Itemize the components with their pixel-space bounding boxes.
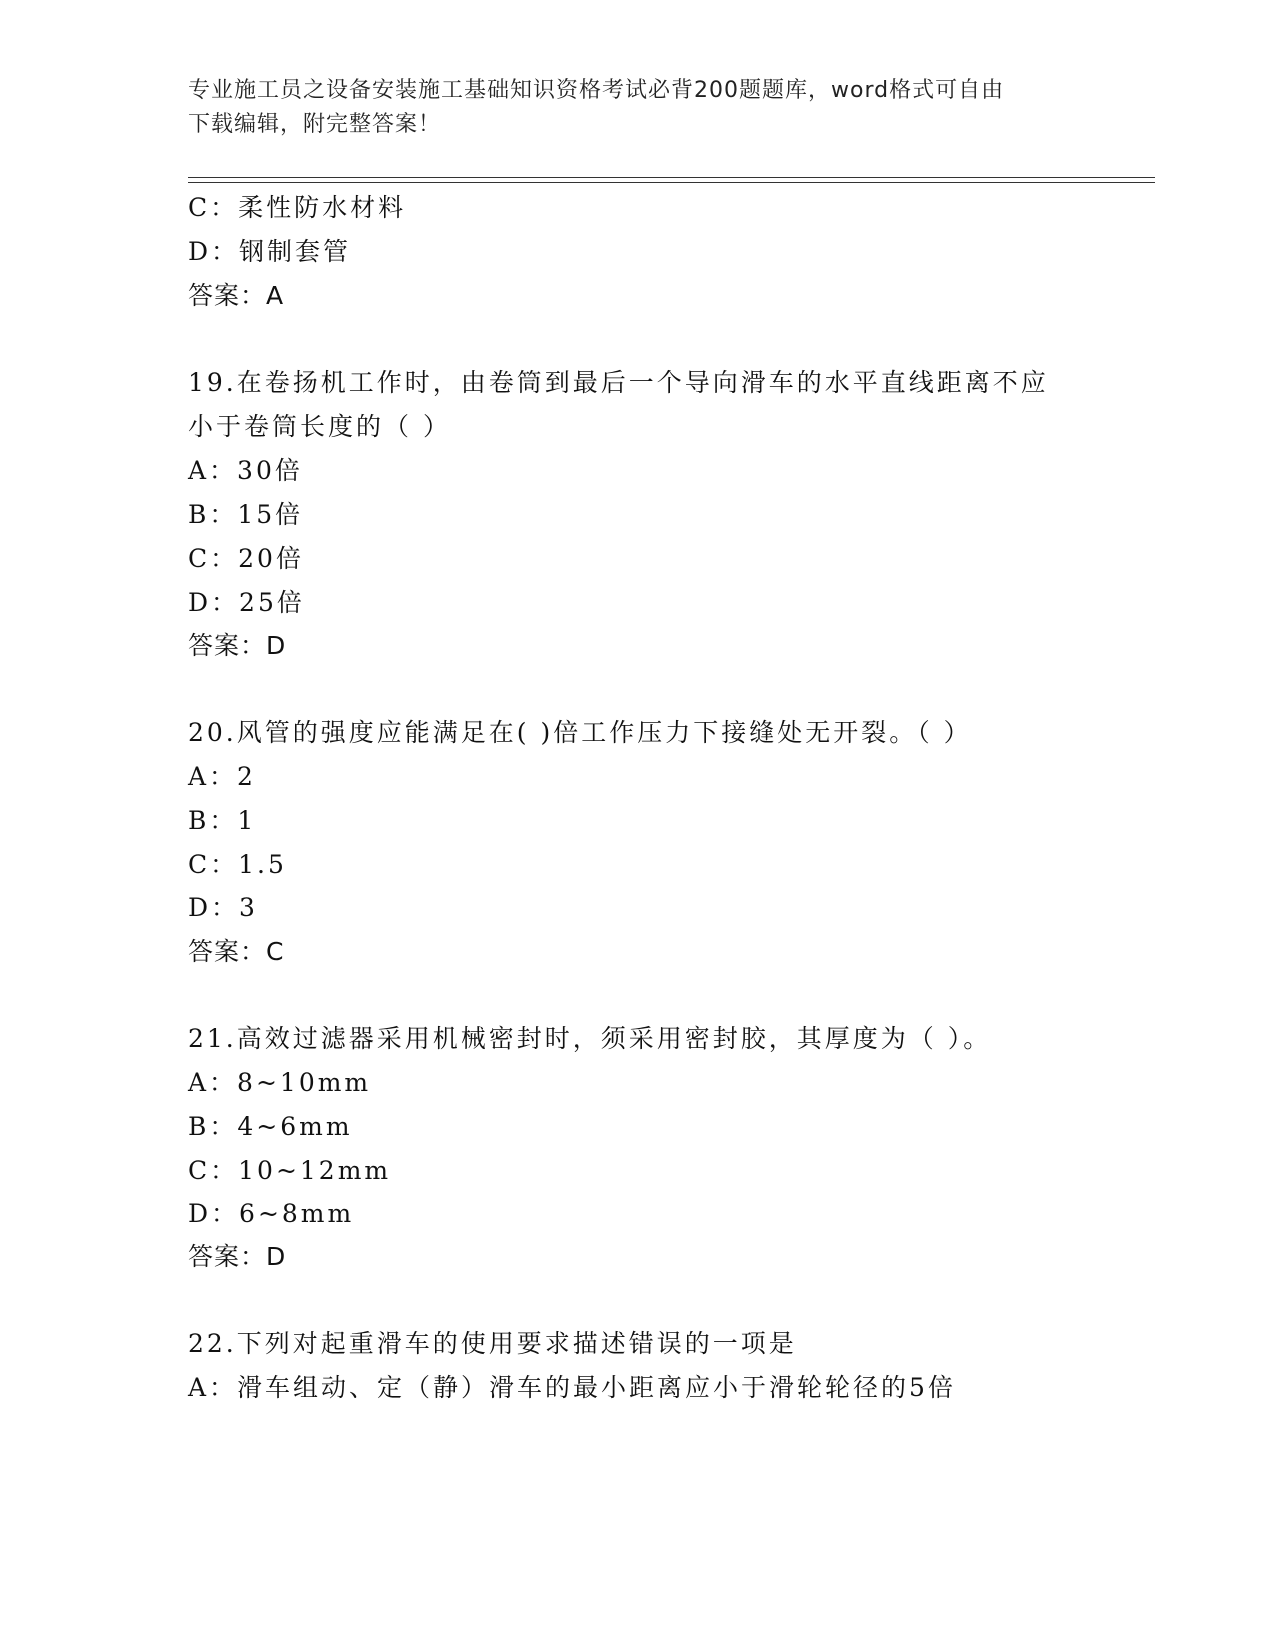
question-20-option-d: D：3 bbox=[188, 893, 258, 922]
question-19-option-c: C：20倍 bbox=[188, 544, 304, 573]
question-20-answer: 答案：C bbox=[188, 937, 285, 966]
question-21-option-a: A：8~10mm bbox=[188, 1068, 372, 1097]
header-rule-bottom bbox=[188, 182, 1155, 183]
question-21-option-c: C：10~12mm bbox=[188, 1156, 392, 1185]
question-20-option-c: C：1.5 bbox=[188, 850, 287, 879]
question-21-answer: 答案：D bbox=[188, 1242, 287, 1271]
question-20-option-b: B：1 bbox=[188, 806, 257, 835]
question-22-option-a: A：滑车组动、定（静）滑车的最小距离应小于滑轮轮径的5倍 bbox=[188, 1373, 956, 1402]
header-line-2: 下载编辑，附完整答案！ bbox=[188, 112, 442, 137]
answer: 答案：A bbox=[188, 281, 285, 310]
question-21-option-d: D：6~8mm bbox=[188, 1199, 355, 1228]
question-21-option-b: B：4~6mm bbox=[188, 1112, 353, 1141]
question-19-option-a: A：30倍 bbox=[188, 456, 303, 485]
option-c: C：柔性防水材料 bbox=[188, 193, 407, 222]
question-19-option-d: D：25倍 bbox=[188, 588, 305, 617]
header-line-1: 专业施工员之设备安装施工基础知识资格考试必背200题题库，word格式可自由 bbox=[188, 78, 1005, 103]
question-20-stem: 20.风管的强度应能满足在( )倍工作压力下接缝处无开裂。（ ） bbox=[188, 718, 972, 747]
question-19-answer: 答案：D bbox=[188, 631, 287, 660]
page-header bbox=[188, 74, 1068, 142]
question-20-option-a: A：2 bbox=[188, 762, 256, 791]
question-21-stem: 21.高效过滤器采用机械密封时，须采用密封胶，其厚度为（ ）。 bbox=[188, 1024, 992, 1053]
option-d: D：钢制套管 bbox=[188, 237, 352, 266]
question-19-stem-cont: 小于卷筒长度的（ ） bbox=[188, 412, 451, 441]
header-rule-top bbox=[188, 177, 1155, 178]
question-22-stem: 22.下列对起重滑车的使用要求描述错误的一项是 bbox=[188, 1329, 797, 1358]
question-19-option-b: B：15倍 bbox=[188, 500, 304, 529]
question-19-stem: 19.在卷扬机工作时，由卷筒到最后一个导向滑车的水平直线距离不应 bbox=[188, 368, 1049, 397]
